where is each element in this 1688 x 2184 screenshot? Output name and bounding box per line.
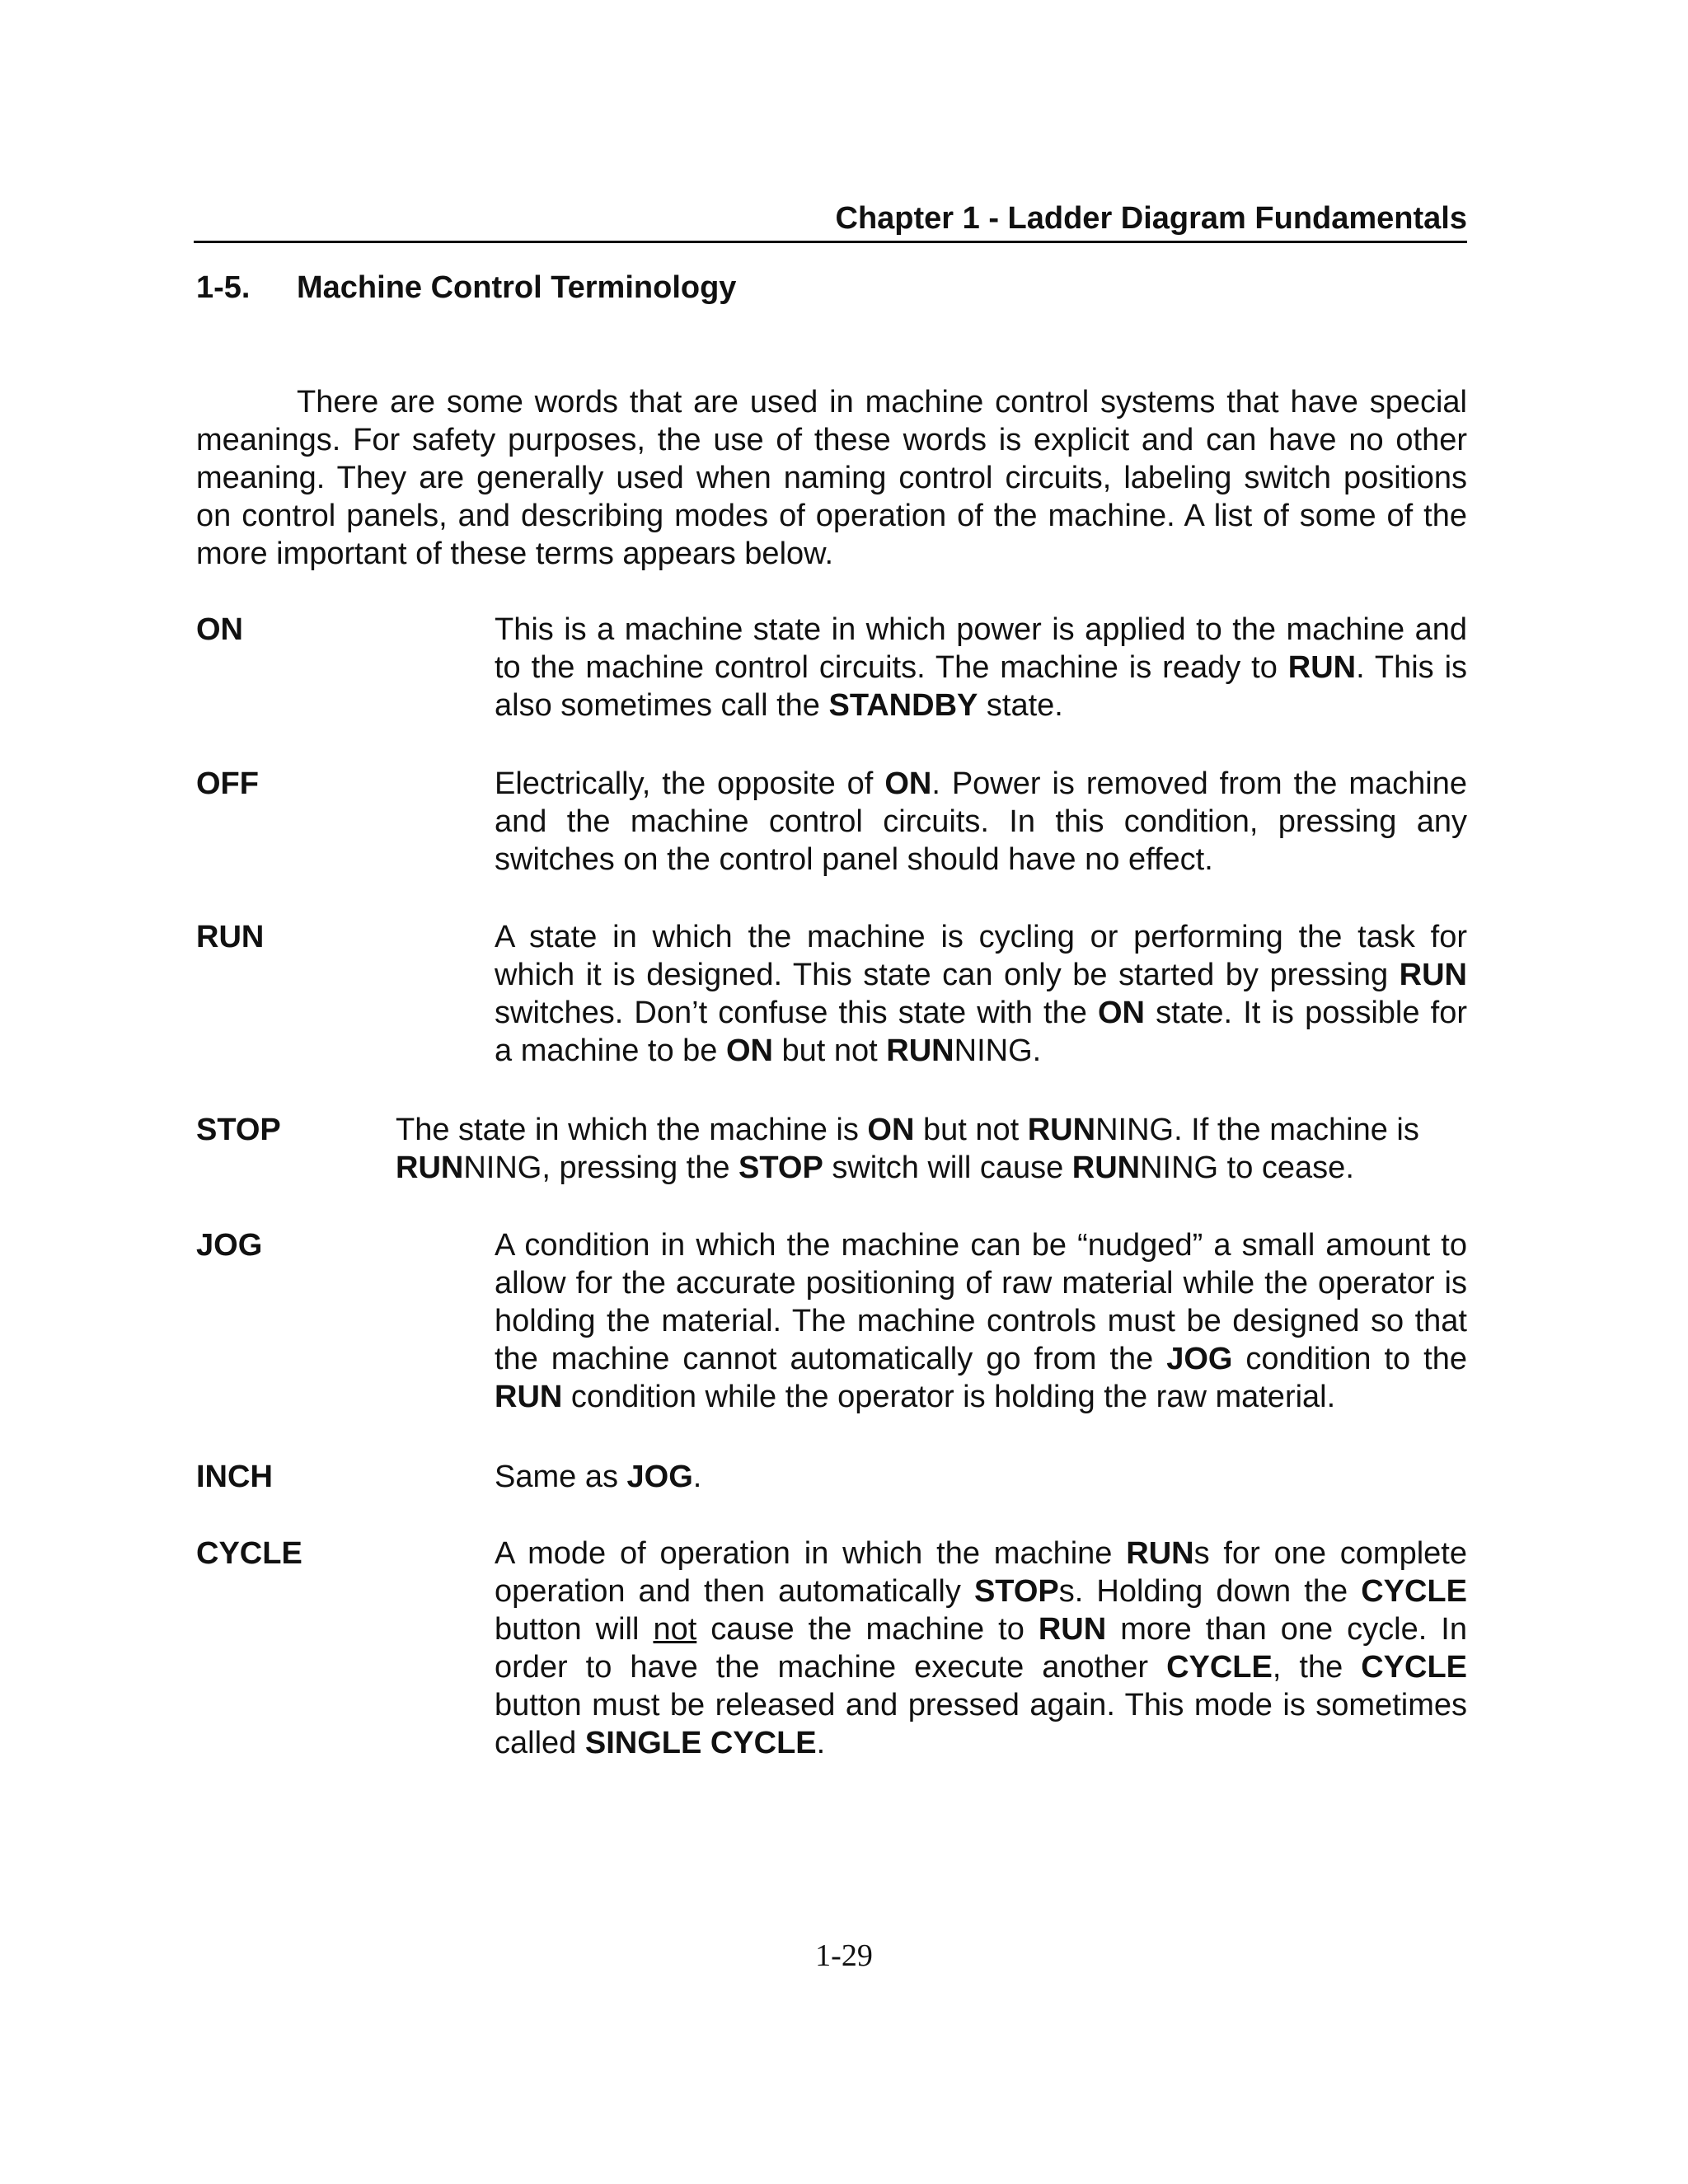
- definition-run: RUN: [1027, 1113, 1096, 1147]
- definition-run: cause the machine to: [696, 1612, 1039, 1647]
- definition-run: button must be released and pressed again. This mode is sometimes called: [495, 1688, 1467, 1760]
- definition-run: switch will cause: [823, 1151, 1072, 1185]
- term-definition: [495, 1535, 1467, 1762]
- term-definition: [495, 1458, 1467, 1496]
- definition-run: s for one complete operation and then automatically: [495, 1536, 1467, 1609]
- definition-run: JOG: [1166, 1342, 1233, 1376]
- definition-run: more than one cycle. In order to have the machine execute another: [495, 1612, 1467, 1685]
- section-number: 1-5.: [196, 270, 251, 305]
- definition-run: RUN: [1287, 650, 1357, 685]
- definition-run: RUN: [396, 1151, 464, 1185]
- definition-run: RUN: [886, 1033, 954, 1068]
- definition-run: , the: [1272, 1650, 1362, 1685]
- definition-run: RUN: [1071, 1151, 1141, 1185]
- definition-run: s. Holding down the: [1058, 1574, 1362, 1609]
- definition-run: NING.: [954, 1033, 1042, 1068]
- term-label: RUN: [196, 920, 265, 954]
- term-label: JOG: [196, 1228, 263, 1263]
- intro-paragraph: There are some words that are used in machine control systems that have special meanings. For safety purposes, the use of these words is explicit and can have no other meaning. They are generally used when naming control circuits, labeling switch positions on control panels, and describing modes of operation of the machine. A list of some of the more important of these terms appears below.: [196, 385, 1467, 571]
- section-title: Machine Control Terminology: [297, 270, 737, 305]
- definition-run: Electrically, the opposite of: [495, 766, 885, 801]
- term-label: INCH: [196, 1460, 273, 1494]
- definition-run: but not: [772, 1033, 887, 1068]
- definition-run: CYCLE: [1361, 1574, 1467, 1609]
- definition-run: NING to cease.: [1140, 1151, 1354, 1185]
- page-number: 1-29: [815, 1938, 873, 1973]
- definition-run: . This is also sometimes call the: [495, 650, 1468, 723]
- definition-run: .: [692, 1460, 702, 1494]
- term-label: CYCLE: [196, 1536, 302, 1571]
- definition-run: The state in which the machine is: [396, 1113, 868, 1147]
- definition-run: STOP: [973, 1574, 1059, 1609]
- term-label: ON: [196, 612, 243, 647]
- term-definition: [396, 1111, 1467, 1187]
- definition-run: STANDBY: [828, 688, 978, 723]
- term-definition: [495, 611, 1467, 724]
- definition-run: RUN: [1126, 1536, 1194, 1571]
- chapter-header: Chapter 1 - Ladder Diagram Fundamentals: [194, 199, 1467, 243]
- term-definition: [495, 1226, 1467, 1416]
- term-definition: [495, 918, 1467, 1070]
- definition-run: RUN: [1038, 1612, 1107, 1647]
- definition-run: condition to the: [1232, 1342, 1467, 1376]
- definition-run: CYCLE: [1361, 1650, 1468, 1685]
- term-label: STOP: [196, 1113, 281, 1147]
- definition-run: This is a machine state in which power is applied to the machine and to the machine control circuits. The machine is ready to: [495, 612, 1467, 685]
- definition-run: A state in which the machine is cycling or performing the task for which it is designed. This state can only be started by pressing: [495, 920, 1467, 992]
- definition-run: switches. Don’t confuse this state with the: [495, 996, 1098, 1030]
- term-definition: [495, 765, 1467, 879]
- definition-run: JOG: [626, 1460, 693, 1494]
- section-heading: [196, 269, 736, 307]
- definition-run: RUN: [1399, 958, 1467, 992]
- definition-run: but not: [914, 1113, 1028, 1147]
- definition-run: NING. If the machine is: [1095, 1113, 1419, 1147]
- definition-run: .: [816, 1726, 826, 1760]
- definition-run: SINGLE CYCLE: [584, 1726, 817, 1760]
- definition-run: button will: [495, 1612, 654, 1647]
- term-label: OFF: [196, 766, 259, 801]
- definition-run: CYCLE: [1166, 1650, 1273, 1685]
- definition-run: NING, pressing the: [463, 1151, 739, 1185]
- definition-run: ON: [725, 1033, 773, 1068]
- definition-run: condition while the operator is holding the raw material.: [562, 1380, 1336, 1414]
- definition-run: A mode of operation in which the machine: [495, 1536, 1127, 1571]
- definition-run: ON: [884, 766, 932, 801]
- definition-run: ON: [867, 1113, 915, 1147]
- definition-run: Same as: [495, 1460, 627, 1494]
- definition-run: STOP: [738, 1151, 823, 1185]
- definition-run: RUN: [495, 1380, 563, 1414]
- definition-run: A condition in which the machine can be “nudged” a small amount to allow for the accurate positioning of raw material while the operator is holding the material. The machine controls must be designed so that the machine cannot automatically go from the: [495, 1228, 1467, 1376]
- definition-run: ON: [1098, 996, 1145, 1030]
- definition-run: state.: [978, 688, 1063, 723]
- definition-run: . Power is removed from the machine and the machine control circuits. In this condition, pressing any switches on the control panel should have no effect.: [495, 766, 1468, 877]
- definition-run: not: [653, 1612, 697, 1647]
- definition-run: state. It is possible for a machine to be: [495, 996, 1467, 1068]
